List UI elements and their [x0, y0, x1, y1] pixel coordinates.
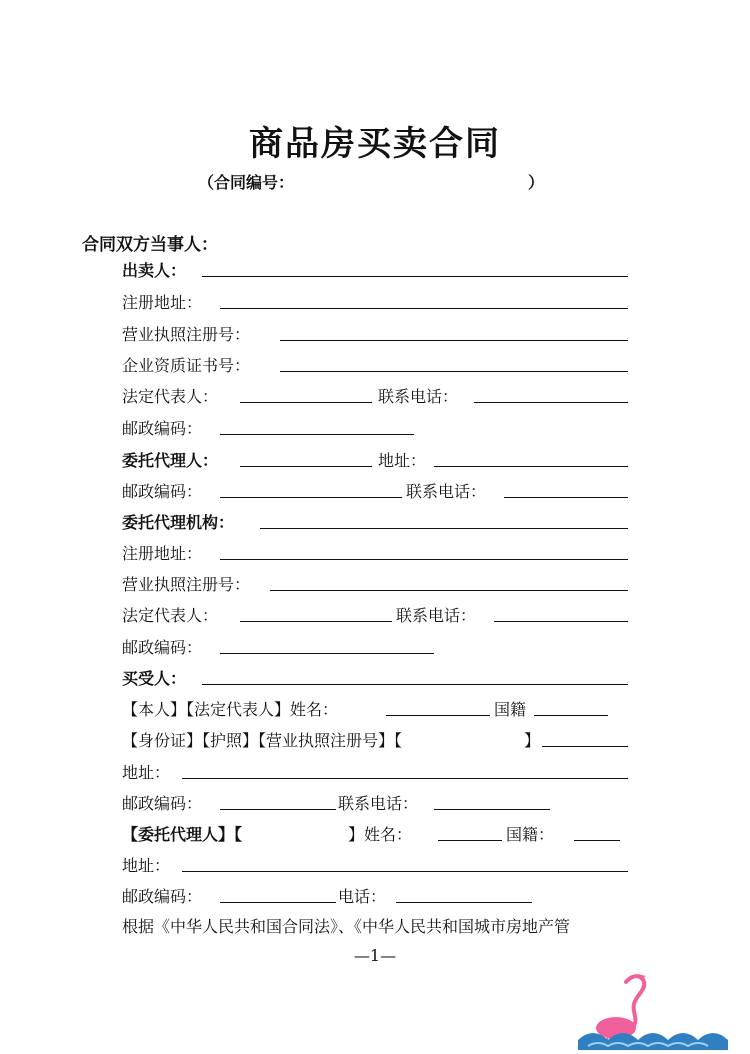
buyer-agent-prefix: 【委托代理人】【: [122, 825, 243, 844]
agent-blank[interactable]: [240, 448, 372, 467]
agency-reg-address-label: 注册地址：: [122, 544, 203, 563]
buyer-id-type-close: 】: [524, 731, 541, 750]
seller-phone-label: 联系电话：: [378, 387, 459, 406]
buyer-id-type-label: 【身份证】【护照】【营业执照注册号】【: [122, 731, 403, 750]
agency-legal-rep-label: 法定代表人：: [122, 606, 219, 625]
agency-license-label: 营业执照注册号：: [122, 575, 251, 594]
agent-phone-blank[interactable]: [504, 479, 628, 498]
buyer-phone-blank[interactable]: [434, 791, 550, 810]
buyer-agent-name-blank[interactable]: [438, 822, 502, 841]
buyer-phone-label: 联系电话：: [338, 794, 419, 813]
agent-postcode-blank[interactable]: [220, 479, 402, 498]
buyer-address-blank[interactable]: [182, 760, 628, 779]
page-title: 商品房买卖合同: [249, 124, 501, 164]
flamingo-logo-icon: [578, 970, 728, 1050]
buyer-postcode-blank[interactable]: [220, 791, 336, 810]
buyer-identity-label: 【本人】【法定代表人】姓名：: [122, 700, 339, 719]
buyer-address-label: 地址：: [122, 763, 171, 782]
seller-reg-address-blank[interactable]: [220, 290, 628, 309]
agent-label: 委托代理人：: [122, 451, 219, 470]
agency-license-blank[interactable]: [270, 572, 628, 591]
seller-phone-blank[interactable]: [474, 384, 628, 403]
agency-phone-blank[interactable]: [494, 603, 628, 622]
agent-phone-label: 联系电话：: [406, 482, 487, 501]
buyer-name-blank[interactable]: [386, 697, 490, 716]
buyer-postcode-label: 邮政编码：: [122, 794, 203, 813]
seller-reg-address-label: 注册地址：: [122, 293, 203, 312]
buyer-label: 买受人：: [122, 669, 187, 688]
seller-license-label: 营业执照注册号：: [122, 325, 251, 344]
seller-qualification-blank[interactable]: [280, 353, 628, 372]
seller-blank[interactable]: [202, 258, 628, 277]
agency-blank[interactable]: [260, 510, 628, 529]
buyer-phone2-label: 电话：: [338, 887, 387, 906]
buyer-nationality-blank[interactable]: [534, 697, 608, 716]
buyer-address2-label: 地址：: [122, 856, 171, 875]
buyer-postcode2-label: 邮政编码：: [122, 887, 203, 906]
seller-label: 出卖人：: [122, 261, 187, 280]
buyer-postcode2-blank[interactable]: [220, 884, 336, 903]
agency-reg-address-blank[interactable]: [220, 541, 628, 560]
seller-license-blank[interactable]: [280, 322, 628, 341]
buyer-phone2-blank[interactable]: [396, 884, 532, 903]
section-title-parties: 合同双方当事人：: [82, 235, 218, 255]
seller-postcode-label: 邮政编码：: [122, 419, 203, 438]
agent-address-blank[interactable]: [434, 448, 628, 467]
agent-address-label: 地址：: [378, 451, 427, 470]
agent-postcode-label: 邮政编码：: [122, 482, 203, 501]
agency-legal-rep-blank[interactable]: [240, 603, 392, 622]
contract-number-label: （合同编号：: [198, 173, 295, 192]
buyer-agent-name-label: 】姓名：: [348, 825, 413, 844]
agency-postcode-blank[interactable]: [220, 635, 434, 654]
buyer-address2-blank[interactable]: [182, 853, 628, 872]
agency-postcode-label: 邮政编码：: [122, 638, 203, 657]
buyer-nationality-label: 国籍: [494, 700, 527, 719]
buyer-id-number-blank[interactable]: [542, 728, 628, 747]
seller-postcode-blank[interactable]: [220, 416, 414, 435]
seller-legal-rep-blank[interactable]: [240, 384, 372, 403]
buyer-blank[interactable]: [202, 666, 628, 685]
agency-phone-label: 联系电话：: [396, 606, 477, 625]
buyer-agent-nationality-label: 国籍：: [506, 825, 555, 844]
contract-number-close: ）: [528, 173, 545, 192]
contract-basis-text: 根据《中华人民共和国合同法》、《中华人民共和国城市房地产管: [122, 917, 571, 936]
agency-label: 委托代理机构：: [122, 513, 235, 532]
seller-qualification-label: 企业资质证书号：: [122, 356, 251, 375]
seller-legal-rep-label: 法定代表人：: [122, 387, 219, 406]
contract-number-blank[interactable]: [300, 172, 520, 190]
page-number: —1—: [353, 946, 397, 965]
buyer-agent-nationality-blank[interactable]: [574, 822, 620, 841]
